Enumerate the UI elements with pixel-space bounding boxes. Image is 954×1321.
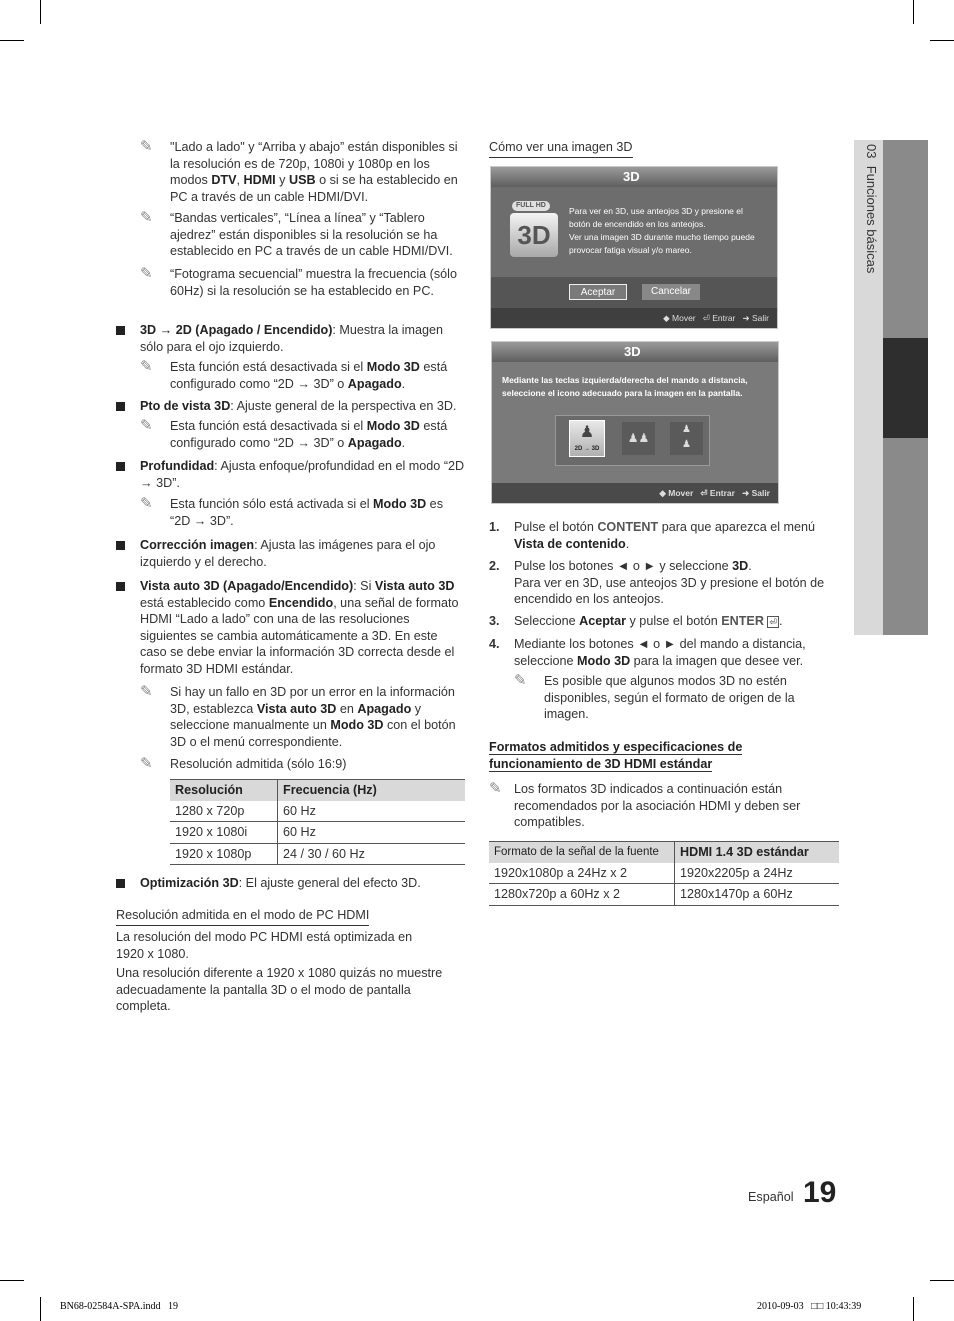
crop-mark — [0, 1280, 24, 1281]
crop-mark — [930, 40, 954, 41]
bullet-text: Optimización 3D: El ajuste general del efecto 3D. — [140, 876, 421, 890]
full-hd-badge: FULL HD — [512, 201, 550, 211]
footer-date: 2010-09-03 □□ 10:43:39 — [757, 1301, 862, 1312]
footer-move: Mover — [668, 488, 694, 498]
step-text: Pulse los botones ◄ o ► y seleccione 3D. Para ver en 3D, use anteojos 3D y presione el botón de encendido en los anteojos. — [514, 559, 825, 606]
paragraph: La resolución del modo PC HDMI está optimizada en 1920 x 1080. — [116, 930, 413, 961]
chapter-tab-active — [883, 338, 928, 438]
screen-message: Para ver en 3D, use anteojos 3D y presione el botón de encendido en los anteojos. Ver una imagen 3D durante mucho tiempo puede provocar fatiga visual y/o mareo. — [569, 206, 755, 255]
bullet-text: Profundidad: Ajusta enfoque/profundidad en el modo “2D → 3D”. — [140, 459, 465, 490]
step-number: 3. — [489, 614, 500, 628]
table-cell: 1920x1080p a 24Hz x 2 — [489, 863, 675, 884]
table-cell: 1280x720p a 60Hz x 2 — [489, 884, 675, 906]
table-header-cell: Frecuencia (Hz) — [278, 780, 466, 801]
crop-mark — [40, 0, 41, 24]
note-icon: ✎ — [140, 265, 153, 282]
step-number: 4. — [489, 637, 500, 651]
person-icon: ♟ — [579, 424, 595, 441]
note-text: Es posible que algunos modos 3D no estén disponibles, según el formato de origen de la imagen. — [544, 674, 795, 721]
table-row — [170, 843, 465, 865]
table-cell: 60 Hz — [278, 801, 466, 822]
bullet-square — [116, 462, 125, 471]
bullet-square — [116, 326, 125, 335]
table-cell: 1920x2205p a 24Hz — [675, 863, 840, 884]
note-icon: ✎ — [140, 138, 153, 155]
table-cell: 1280x1470p a 60Hz — [675, 884, 840, 906]
page-number: 19 — [803, 1176, 837, 1209]
crop-mark — [40, 1297, 41, 1321]
footer-move: Mover — [672, 313, 696, 323]
bullet-square — [116, 582, 125, 591]
table-cell: 60 Hz — [278, 822, 466, 844]
enter-icon: ⏎ — [702, 313, 710, 323]
tv-screen-3d-notice — [490, 166, 778, 329]
accept-button[interactable]: Aceptar — [569, 284, 627, 300]
chapter-tab — [883, 140, 928, 338]
exit-icon: ➜ — [742, 313, 750, 323]
person-stack-icon: ♟ ♟ — [682, 424, 691, 450]
tv-screen-3d-mode — [491, 341, 779, 504]
table-header-cell: HDMI 1.4 3D estándar — [675, 842, 840, 863]
mode-2d-to-3d-icon[interactable] — [569, 420, 605, 457]
footer-exit: Salir — [751, 488, 770, 498]
crop-mark — [913, 1297, 914, 1321]
table-cell: 24 / 30 / 60 Hz — [278, 843, 466, 865]
table-row — [170, 801, 465, 822]
screen-title: 3D — [491, 167, 777, 187]
note-icon: ✎ — [140, 358, 153, 375]
table-row — [489, 863, 839, 884]
chapter-label: 03 Funciones básicas — [864, 144, 879, 274]
note-text: “Fotograma secuencial” muestra la frecuencia (sólo 60Hz) si la resolución se ha establecido en PC. — [170, 267, 457, 298]
exit-icon: ➜ — [742, 488, 750, 498]
note-icon: ✎ — [489, 780, 502, 797]
screen-footer — [492, 483, 778, 503]
section-heading: Formatos admitidos y especificaciones de funcionamiento de 3D HDMI estándar — [489, 740, 743, 771]
crop-mark — [930, 1280, 954, 1281]
note-text: Resolución admitida (sólo 16:9) — [170, 757, 347, 771]
table-header-cell: Formato de la señal de la fuente — [489, 842, 675, 863]
mode-icon-label: 2D → 3D — [574, 446, 600, 452]
note-text: Esta función está desactivada si el Modo 3D está configurado como “2D → 3D” o Apagado. — [170, 360, 448, 391]
footer-enter: Entrar — [709, 488, 735, 498]
step-text: Seleccione Aceptar y pulse el botón ENTER ⏎ . — [514, 614, 783, 628]
move-icon: ◆ — [659, 488, 666, 498]
resolution-table — [170, 779, 465, 865]
table-header-row — [489, 842, 839, 863]
person-pair-icon: ♟♟ — [627, 431, 650, 445]
bullet-square — [116, 402, 125, 411]
footer-exit: Salir — [751, 313, 769, 323]
table-row — [170, 822, 465, 844]
step-text: Pulse el botón CONTENT para que aparezca el menú Vista de contenido. — [514, 520, 816, 551]
bullet-square — [116, 541, 125, 550]
paragraph: Una resolución diferente a 1920 x 1080 quizás no muestre adecuadamente la pantalla 3D o el modo de pantalla completa. — [116, 966, 443, 1013]
screen-footer — [491, 308, 777, 328]
note-icon: ✎ — [140, 417, 153, 434]
footer-file: BN68-02584A-SPA.indd 19 — [60, 1301, 178, 1312]
enter-key-icon: ⏎ — [769, 617, 777, 627]
cancel-button[interactable]: Cancelar — [642, 284, 700, 300]
bullet-text: 3D → 2D (Apagado / Encendido): Muestra la imagen sólo para el ojo izquierdo. — [140, 323, 444, 354]
bullet-text: Vista auto 3D (Apagado/Encendido): Si Vista auto 3D está establecido como Encendido, una señal de formato HDMI “Lado a lado” con una de las resoluciones siguientes se cambia automáticamente a 3D. En este caso se debe enviar la información 3D correcta desde el formato 3D HDMI estándar. — [140, 579, 459, 676]
chapter-tab — [883, 438, 928, 635]
note-icon: ✎ — [140, 683, 153, 700]
note-icon: ✎ — [140, 495, 153, 512]
crop-mark — [0, 40, 24, 41]
note-text: “Bandas verticales”, “Línea a línea” y “Tablero ajedrez” están disponibles si la resolución se ha establecido en PC a través de un cable HDMI/DVI. — [170, 211, 453, 258]
screen-title: 3D — [492, 342, 778, 362]
table-cell: 1280 x 720p — [170, 801, 278, 822]
step-number: 2. — [489, 559, 500, 573]
crop-mark — [913, 0, 914, 24]
bullet-text: Corrección imagen: Ajusta las imágenes para el ojo izquierdo y el derecho. — [140, 538, 436, 569]
note-icon: ✎ — [140, 755, 153, 772]
step-text: Mediante los botones ◄ o ► del mando a distancia, seleccione Modo 3D para la imagen que desee ver. — [514, 637, 806, 668]
table-header-row — [170, 780, 465, 801]
3d-logo-icon: 3D — [510, 213, 558, 257]
note-text: "Lado a lado" y “Arriba y abajo” están disponibles si la resolución es de 720p, 1080i y 1080p en los modos DTV, HDMI y USB o si se ha establecido en PC a través de un cable HDMI/DVI. — [170, 140, 458, 204]
step-number: 1. — [489, 520, 500, 534]
bullet-square — [116, 879, 125, 888]
note-icon: ✎ — [140, 209, 153, 226]
table-cell: 1920 x 1080i — [170, 822, 278, 844]
note-text: Esta función está desactivada si el Modo 3D está configurado como “2D → 3D” o Apagado. — [170, 419, 448, 450]
mode-top-bottom-icon[interactable] — [670, 422, 703, 455]
footer-enter: Entrar — [712, 313, 736, 323]
formats-table — [489, 841, 839, 906]
move-icon: ◆ — [663, 313, 670, 323]
section-heading: Resolución admitida en el modo de PC HDMI — [116, 907, 369, 926]
footer-language: Español — [748, 1190, 794, 1204]
table-header-cell: Resolución — [170, 780, 278, 801]
note-text: Esta función sólo está activada si el Modo 3D es “2D → 3D”. — [170, 497, 443, 528]
screen-message: Mediante las teclas izquierda/derecha del mando a distancia, seleccione el icono adecuado para la imagen en la pantalla. — [502, 375, 748, 398]
note-icon: ✎ — [514, 672, 527, 689]
enter-icon: ⏎ — [700, 488, 708, 498]
mode-side-by-side-icon[interactable] — [622, 422, 655, 455]
bullet-text: Pto de vista 3D: Ajuste general de la perspectiva en 3D. — [140, 399, 457, 413]
note-text: Los formatos 3D indicados a continuación están recomendados por la asociación HDMI y deben ser compatibles. — [514, 782, 801, 829]
table-cell: 1920 x 1080p — [170, 843, 278, 865]
note-text: Si hay un fallo en 3D por un error en la información 3D, establezca Vista auto 3D en Apagado y seleccione manualmente un Modo 3D con el botón 3D o el menú correspondiente. — [170, 685, 456, 749]
button-bar — [491, 277, 777, 310]
section-heading: Cómo ver una imagen 3D — [489, 139, 633, 158]
table-row — [489, 884, 839, 906]
